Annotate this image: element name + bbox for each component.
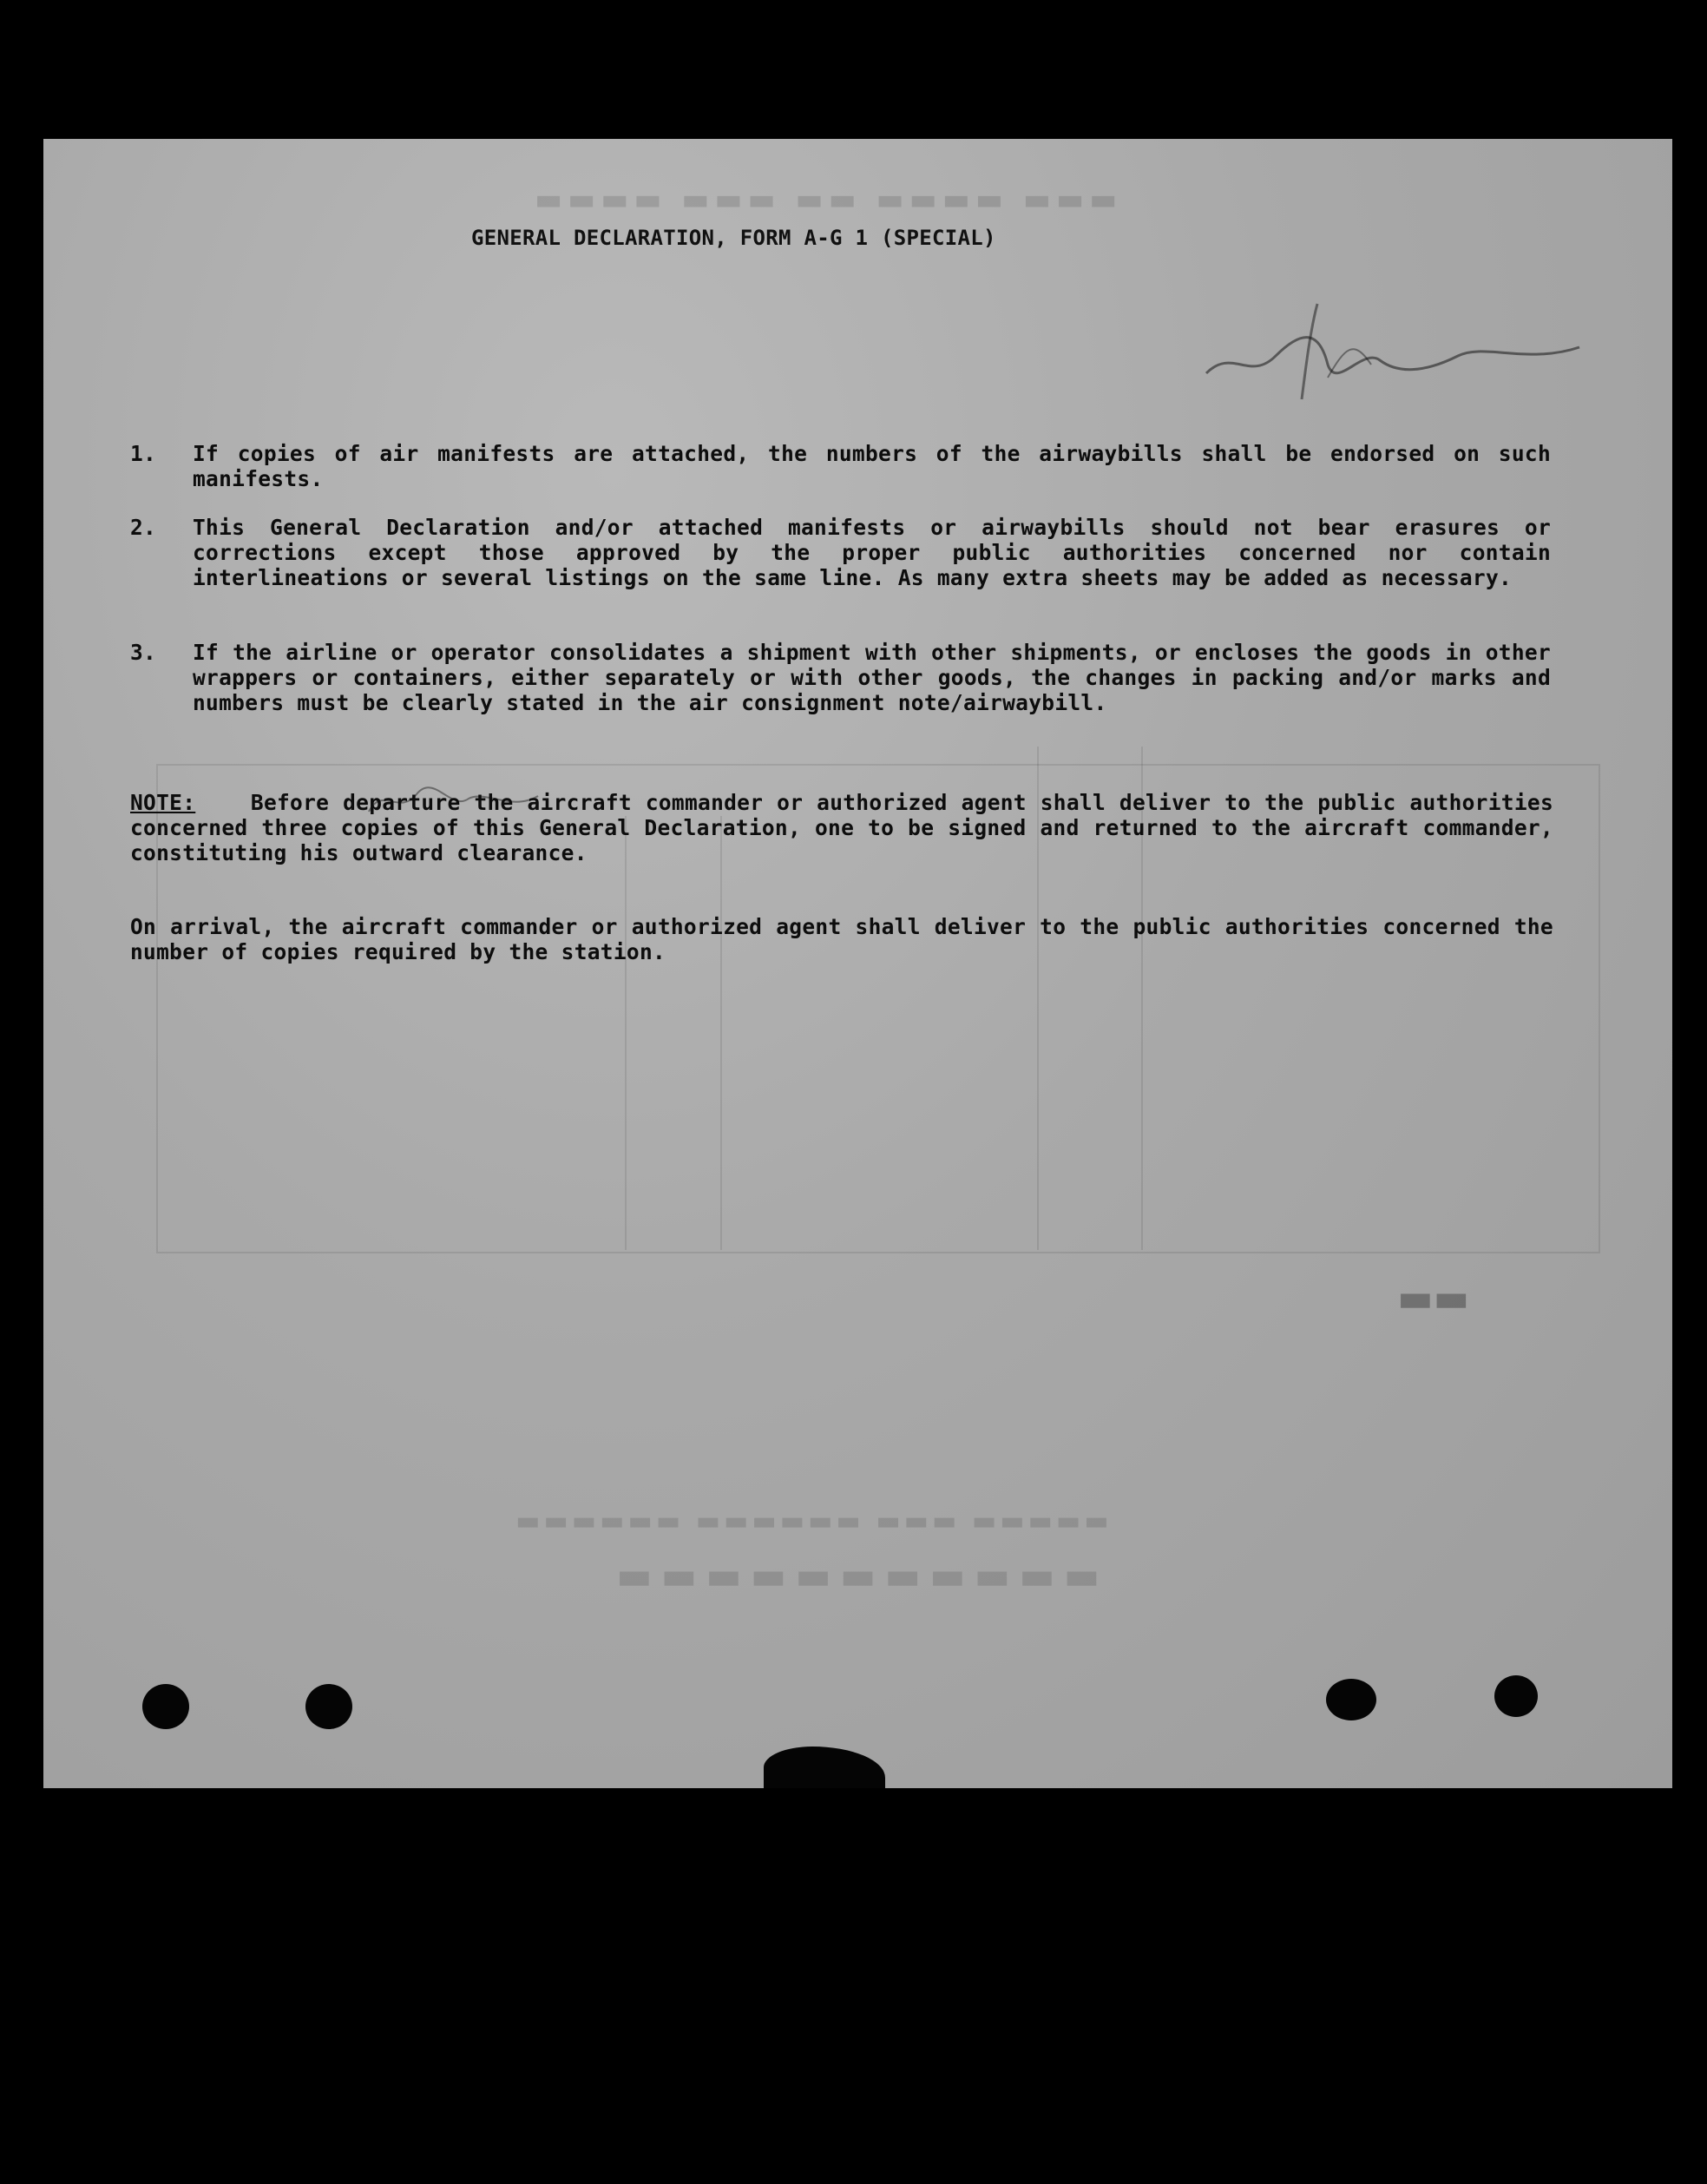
form-title: GENERAL DECLARATION, FORM A-G 1 (SPECIAL) bbox=[471, 226, 996, 250]
item-text: This General Declaration and/or attached manifests or airwaybills should not bear erasures or corrections except those approved by the proper public authorities concerned nor contain interlineations or several listings on the same line. As many extra sheets may be added as necessary. bbox=[193, 515, 1551, 590]
bleed-through-title: ▬▬▬▬▬▬▬▬▬▬▬ bbox=[607, 1554, 1100, 1598]
torn-edge bbox=[764, 1747, 885, 1788]
punch-hole-4 bbox=[1494, 1675, 1538, 1717]
signature-scribble bbox=[1198, 295, 1597, 417]
arrival-paragraph bbox=[130, 914, 1553, 964]
bleed-through-heading: ▬▬▬ ▬▬▬▬ ▬▬ ▬▬▬ ▬▬▬▬ bbox=[529, 182, 1118, 217]
note-label: NOTE: bbox=[130, 790, 196, 815]
instruction-item-1 bbox=[130, 441, 1553, 493]
bleed-through-divider-a bbox=[625, 816, 627, 1250]
punch-hole-1 bbox=[142, 1684, 189, 1729]
item-number: 3. bbox=[130, 640, 157, 665]
item-number: 1. bbox=[130, 441, 157, 466]
bleed-through-line: ▬▬▬▬▬ ▬▬▬ ▬▬▬▬▬▬ ▬▬▬▬▬▬ bbox=[512, 1506, 1109, 1536]
bleed-through-divider-b bbox=[720, 816, 722, 1250]
arrival-text: On arrival, the aircraft commander or authorized agent shall deliver to the public authorities concerned the number of copies required by the station. bbox=[130, 914, 1553, 964]
item-text: If the airline or operator consolidates a shipment with other shipments, or encloses the goods in other wrappers or containers, either separately or with other goods, the changes in packing and/or marks and numbers must be clearly stated in the air consignment note/airwaybill. bbox=[193, 640, 1551, 715]
note-text: Before departure the aircraft commander or authorized agent shall deliver to the public authorities concerned three copies of this General Declaration, one to be signed and returned to the aircraft commander, constituting his outward clearance. bbox=[130, 790, 1553, 865]
instruction-item-2 bbox=[130, 515, 1553, 619]
punch-hole-3 bbox=[1326, 1679, 1376, 1720]
item-text: If copies of air manifests are attached, the numbers of the airwaybills shall be endorsed on such manifests. bbox=[193, 441, 1551, 491]
item-number: 2. bbox=[130, 515, 157, 540]
instruction-item-3 bbox=[130, 640, 1553, 744]
note-paragraph bbox=[130, 790, 1553, 865]
punch-hole-2 bbox=[305, 1684, 352, 1729]
bleed-through-page-number: ▬▬ bbox=[1397, 1276, 1470, 1320]
